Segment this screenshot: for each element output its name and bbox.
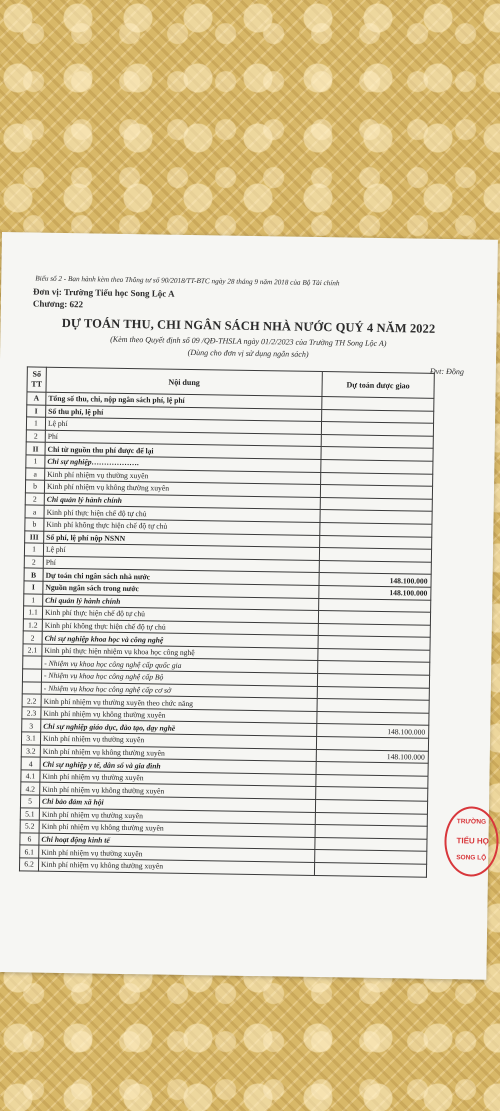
row-content: Kinh phí nhiệm vụ thường xuyên xyxy=(45,468,321,485)
row-content: Lệ phí xyxy=(43,543,319,560)
row-value: 148.100.000 xyxy=(316,749,428,763)
header-stt: Số TT xyxy=(27,367,46,392)
row-stt: 4 xyxy=(21,757,40,770)
row-content: Kinh phí nhiệm vụ không thường xuyên xyxy=(38,858,314,875)
legal-basis-note: Biểu số 2 - Ban hành kèm theo Thông tư số 90/2018/TT-BTC ngày 28 tháng 9 năm 2018 của Bộ Tài chính xyxy=(35,274,340,288)
row-content: Nguồn ngân sách trong nước xyxy=(43,581,319,598)
row-content: Kinh phí không thực hiện chế độ tự chủ xyxy=(42,619,318,636)
row-value xyxy=(314,862,426,876)
row-content: Chi từ nguồn thu phí được để lại xyxy=(45,443,321,460)
row-content: Phí xyxy=(45,430,321,447)
row-stt xyxy=(23,656,42,669)
row-stt: III xyxy=(25,530,44,543)
row-content: Chi hoạt động kinh tế xyxy=(39,833,315,850)
header-content: Nội dung xyxy=(46,367,322,396)
row-content: Số thu phí, lệ phí xyxy=(46,405,322,422)
row-content: Kinh phí nhiệm vụ không thường xuyên xyxy=(39,820,315,837)
row-content: Kinh phí nhiệm vụ thường xuyên xyxy=(40,732,316,749)
row-content: Kinh phí thực hiện chế độ tự chủ xyxy=(42,606,318,623)
row-stt: A xyxy=(27,392,46,405)
row-stt: b xyxy=(25,480,44,493)
row-content: Chi sự nghiệp giáo dục, đào tạo, dạy nghề xyxy=(41,720,317,737)
row-content: Chi sự nghiệp y tế, dân số và gia đình xyxy=(40,757,316,774)
row-stt: II xyxy=(26,442,45,455)
row-stt: 2.2 xyxy=(22,694,41,707)
row-content: Chi quản lý hành chính xyxy=(44,493,320,510)
decision-reference: (Kèm theo Quyết định số 09 /QĐ-THSLA ngày 01/2/2023 của Trường TH Song Lộc A) xyxy=(110,334,387,349)
row-content: - Nhiệm vụ khoa học công nghệ cấp quốc gia xyxy=(42,657,318,674)
row-content: Số phí, lệ phí nộp NSNN xyxy=(44,531,320,548)
row-stt: 3.1 xyxy=(21,732,40,745)
row-stt: 3.2 xyxy=(21,744,40,757)
row-value: 148.100.000 xyxy=(319,573,431,587)
row-stt: 2 xyxy=(25,493,44,506)
row-content: Tổng số thu, chi, nộp ngân sách phí, lệ phí xyxy=(46,392,322,409)
row-content: Chi sự nghiệp………………. xyxy=(45,455,321,472)
row-stt xyxy=(22,669,41,682)
row-content: Kinh phí nhiệm vụ thường xuyên xyxy=(39,808,315,825)
row-content: Chi quản lý hành chính xyxy=(43,594,319,611)
row-stt: 2.3 xyxy=(22,707,41,720)
row-stt: a xyxy=(26,467,45,480)
row-stt xyxy=(22,682,41,695)
row-stt: a xyxy=(25,505,44,518)
document-sheet xyxy=(0,232,498,980)
row-stt: 1 xyxy=(26,455,45,468)
row-stt: 1 xyxy=(24,593,43,606)
row-content: Lệ phí xyxy=(45,417,321,434)
red-seal-stamp xyxy=(444,806,499,877)
row-content: Phí xyxy=(43,556,319,573)
row-content: Kinh phí nhiệm vụ thường xuyên theo chức năng xyxy=(41,694,317,711)
stamp-text: TIỂU HỌ xyxy=(456,836,490,846)
row-stt: 6.1 xyxy=(20,845,39,858)
row-stt: 2 xyxy=(26,430,45,443)
row-content: Kinh phí nhiệm vụ thường xuyên xyxy=(40,770,316,787)
budget-table-body xyxy=(19,392,433,877)
usage-note: (Dùng cho đơn vị sử dụng ngân sách) xyxy=(187,347,309,359)
row-content: Kinh phí không thực hiện chế độ tự chủ xyxy=(44,518,320,535)
row-stt: 4.1 xyxy=(21,770,40,783)
row-stt: 3 xyxy=(22,719,41,732)
row-stt: 1 xyxy=(26,417,45,430)
chapter-line: Chương: 622 xyxy=(32,298,84,310)
row-content: Kinh phí thực hiện nhiệm vụ khoa học công nghệ xyxy=(42,644,318,661)
row-stt: b xyxy=(25,518,44,531)
row-value: 148.100.000 xyxy=(319,585,431,599)
row-stt: 5 xyxy=(20,795,39,808)
row-content: Kinh phí nhiệm vụ không thường xuyên xyxy=(40,783,316,800)
row-content: - Nhiệm vụ khoa học công nghệ cấp cơ sở xyxy=(41,682,317,699)
header-value: Dự toán được giao xyxy=(322,372,434,399)
row-stt: I xyxy=(27,405,46,418)
unit-line: Đơn vị: Trường Tiểu học Song Lộc A xyxy=(32,286,175,299)
row-stt: 2 xyxy=(23,631,42,644)
row-stt: I xyxy=(24,581,43,594)
row-stt: 1.1 xyxy=(23,606,42,619)
row-stt: 4.2 xyxy=(21,782,40,795)
row-stt: 6 xyxy=(20,833,39,846)
row-content: Kinh phí nhiệm vụ không thường xuyên xyxy=(44,480,320,497)
row-content: - Nhiệm vụ khoa học công nghệ cấp Bộ xyxy=(41,669,317,686)
budget-table xyxy=(19,366,435,877)
document-title: DỰ TOÁN THU, CHI NGÂN SÁCH NHÀ NƯỚC QUÝ 4 NĂM 2022 xyxy=(61,315,436,336)
row-content: Chi bảo đảm xã hội xyxy=(39,795,315,812)
row-value: 148.100.000 xyxy=(317,724,429,738)
row-stt: 6.2 xyxy=(19,858,38,871)
currency-unit: Đvt: Đồng xyxy=(429,366,464,377)
row-stt: B xyxy=(24,568,43,581)
row-stt: 1 xyxy=(24,543,43,556)
row-content: Kinh phí nhiệm vụ thường xuyên xyxy=(39,846,315,863)
row-content: Kinh phí nhiệm vụ không thường xuyên xyxy=(41,707,317,724)
row-stt: 2.1 xyxy=(23,644,42,657)
row-stt: 5.1 xyxy=(20,807,39,820)
row-content: Dự toán chi ngân sách nhà nước xyxy=(43,569,319,586)
row-content: Kinh phí thực hiện chế độ tự chủ xyxy=(44,506,320,523)
row-content: Kinh phí nhiệm vụ không thường xuyên xyxy=(40,745,316,762)
stamp-text: TRƯỜNG xyxy=(456,818,487,826)
stamp-text: SONG LỘ xyxy=(456,854,487,862)
row-stt: 1.2 xyxy=(23,619,42,632)
row-stt: 2 xyxy=(24,556,43,569)
row-content: Chi sự nghiệp khoa học và công nghệ xyxy=(42,631,318,648)
row-stt: 5.2 xyxy=(20,820,39,833)
